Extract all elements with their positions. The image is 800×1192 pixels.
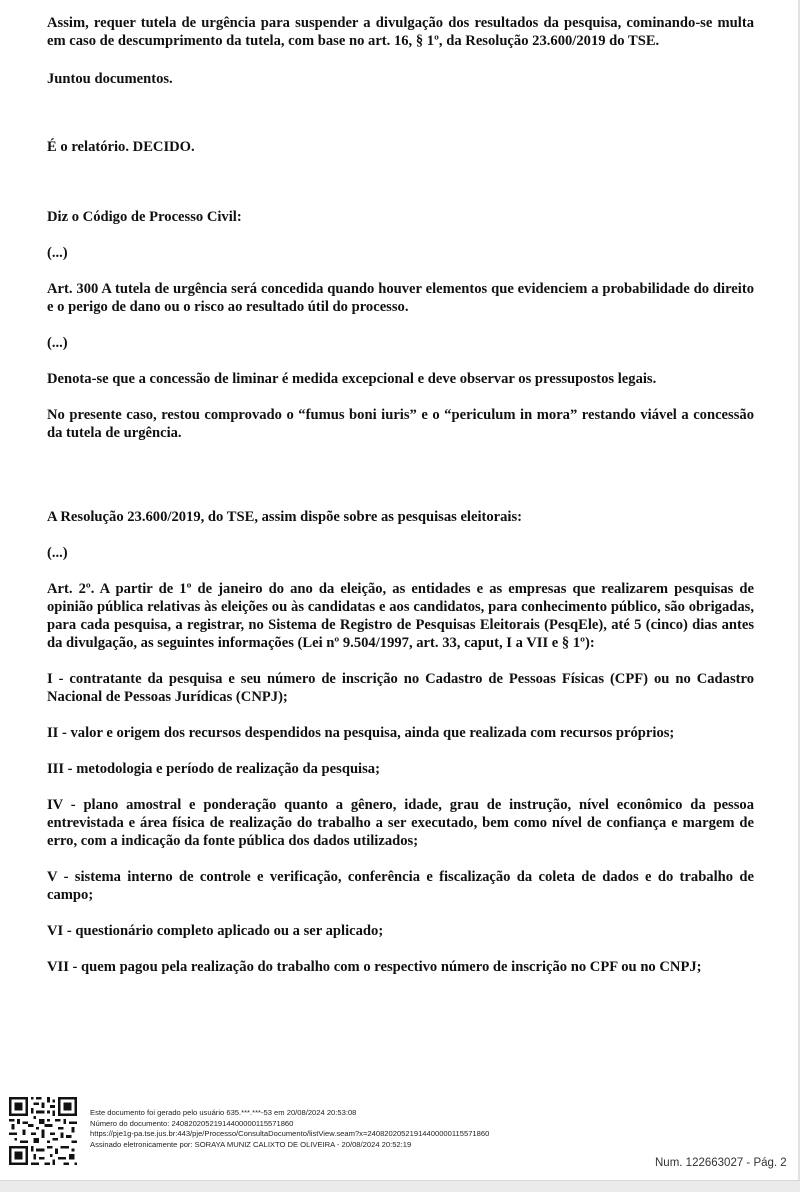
document-body — [47, 14, 754, 976]
paragraph-liminar: Denota-se que a concessão de liminar é medida excepcional e deve observar os pressupostos legais. — [47, 371, 657, 387]
paragraph-ellipsis: (...) — [47, 545, 68, 561]
list-item-v: V - sistema interno de controle e verificação, conferência e fiscalização da coleta de dados e do trabalho de campo; — [47, 869, 754, 903]
paragraph-report: É o relatório. DECIDO. — [47, 139, 195, 155]
paragraph-request: Assim, requer tutela de urgência para suspender a divulgação dos resultados da pesquisa, cominando-se multa em caso de descumprimento da tutela, com base no art. 16, § 1º, da Resolução 23.600/2019 do TSE. — [47, 15, 754, 49]
paragraph-cpc-intro: Diz o Código de Processo Civil: — [47, 209, 242, 225]
footer-url: https://pje1g-pa.tse.jus.br:443/pje/Processo/ConsultaDocumento/listView.seam?x=24082020521914400000115571860 — [90, 1129, 490, 1139]
paragraph-resolution-intro: A Resolução 23.600/2019, do TSE, assim dispõe sobre as pesquisas eleitorais: — [47, 509, 523, 525]
footer-generated: Este documento foi gerado pelo usuário 635.***.***-53 em 20/08/2024 20:53:08 — [90, 1108, 357, 1117]
list-item-vii: VII - quem pagou pela realização do trabalho com o respectivo número de inscrição no CPF ou no CNPJ; — [47, 959, 702, 975]
page-number: Num. 122663027 - Pág. 2 — [655, 1157, 787, 1169]
paragraph-ellipsis: (...) — [47, 335, 68, 351]
list-item-iv: IV - plano amostral e ponderação quanto a gênero, idade, grau de instrução, nível econômico da pessoa entrevistada e área física de realização do trabalho a ser executado, bem como nível de confiança e margem de erro, com a indicação da fonte pública dos dados utilizados; — [47, 797, 754, 849]
list-item-ii: II - valor e origem dos recursos despendidos na pesquisa, ainda que realizada com recursos próprios; — [47, 725, 675, 741]
footer-doc-number: Número do documento: 24082020521914400000115571860 — [90, 1118, 294, 1128]
viewer-bottom-strip — [0, 1180, 800, 1192]
qr-code-icon — [9, 1097, 77, 1165]
footer-signature: Assinado eletronicamente por: SORAYA MUNIZ CALIXTO DE OLIVEIRA - 20/08/2024 20:52:19 — [90, 1139, 412, 1149]
paragraph-art-2: Art. 2º. A partir de 1º de janeiro do ano da eleição, as entidades e as empresas que realizarem pesquisas de opinião pública relativas às eleições ou às candidatas e aos candidatos, para conhecimento público, são obrigadas, para cada pesquisa, a registrar, no Sistema de Registro de Pesquisas Eleitorais (PesqEle), até 5 (cinco) dias antes da divulgação, as seguintes informações (Lei nº 9.504/1997, art. 33, caput, I a VII e § 1º): — [47, 581, 754, 651]
paragraph-art-300: Art. 300 A tutela de urgência será concedida quando houver elementos que evidenciem a probabilidade do direito e o perigo de dano ou o risco ao resultado útil do processo. — [47, 281, 754, 315]
paragraph-attachments: Juntou documentos. — [47, 71, 173, 87]
list-item-i: I - contratante da pesquisa e seu número de inscrição no Cadastro de Pessoas Físicas (CPF) ou no Cadastro Nacional de Pessoas Jurídicas (CNPJ); — [47, 671, 754, 705]
paragraph-present-case: No presente caso, restou comprovado o “fumus boni iuris” e o “periculum in mora” restando viável a concessão da tutela de urgência. — [47, 407, 754, 441]
footer-metadata — [90, 1108, 630, 1150]
list-item-vi: VI - questionário completo aplicado ou a ser aplicado; — [47, 923, 384, 939]
paragraph-ellipsis: (...) — [47, 245, 68, 261]
document-footer — [0, 1093, 800, 1173]
list-item-iii: III - metodologia e período de realização da pesquisa; — [47, 761, 380, 777]
